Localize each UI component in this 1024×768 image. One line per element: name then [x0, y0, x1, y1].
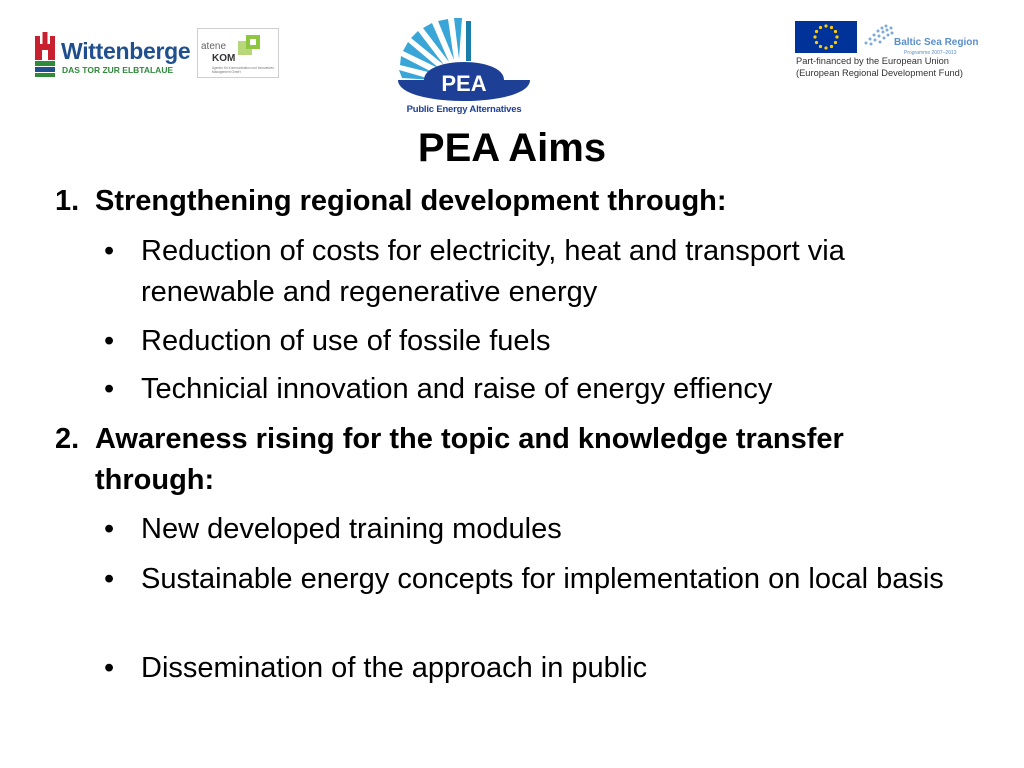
eu-baltic-sea-logo: [794, 21, 988, 81]
bullet-glyph: •: [104, 235, 115, 267]
bullet-text: Reduction of use of fossile fuels: [141, 325, 551, 357]
atene-subtext: Agentur für Kommunikation und Innovatives Management GmbH: [212, 66, 274, 74]
pea-emblem-icon: [396, 18, 532, 108]
bullet-item: [102, 559, 982, 600]
wittenberge-crest-icon: [34, 32, 56, 78]
pea-abbr: PEA: [441, 71, 487, 96]
baltic-dots-icon: [862, 23, 898, 49]
bullet-text: Sustainable energy concepts for implementation on local basis: [141, 563, 944, 595]
bullet-item: [102, 369, 982, 410]
wittenberge-logo: [34, 30, 191, 80]
bullet-item: [102, 231, 982, 313]
aim-heading-2: [55, 419, 895, 501]
bullet-glyph: •: [104, 325, 115, 357]
bullet-text: New developed training modules: [141, 513, 562, 545]
aim-heading-1: [55, 181, 895, 222]
bullet-glyph: •: [104, 563, 115, 595]
slide-title: PEA Aims: [417, 126, 607, 170]
bullet-item: [102, 509, 982, 550]
bullet-item: [102, 321, 982, 362]
eu-flag-icon: [795, 21, 857, 53]
kom-word: KOM: [212, 53, 236, 64]
wittenberge-name: Wittenberge: [61, 38, 191, 64]
bullet-text: Dissemination of the approach in public: [141, 652, 648, 684]
atene-word: atene: [201, 41, 227, 52]
wittenberge-tagline: DAS TOR ZUR ELBTALAUE: [62, 65, 174, 75]
bullet-text: Technicial innovation and raise of energy effiency: [141, 373, 773, 405]
bullet-glyph: •: [104, 652, 115, 684]
funding-line-1: Part-financed by the European Union: [796, 56, 949, 66]
bullet-glyph: •: [104, 513, 115, 545]
aim-number: 1.: [55, 185, 80, 217]
program-name: Baltic Sea Region: [894, 37, 979, 48]
program-period: Programme 2007–2013: [904, 50, 957, 56]
aim-heading-text: Strengthening regional development through:: [95, 185, 727, 217]
bullet-item: [102, 648, 982, 689]
aim-heading-text: Awareness rising for the topic and knowledge transfer through:: [95, 423, 844, 496]
funding-line-2: (European Regional Development Fund): [796, 68, 963, 78]
atene-squares-icon: [238, 35, 262, 59]
pea-logo: [396, 18, 532, 118]
aim-number: 2.: [55, 423, 80, 455]
atene-kom-logo: [197, 28, 279, 78]
bullet-text: Reduction of costs for electricity, heat and transport via renewable and regenerative energy: [141, 235, 845, 308]
pea-subtitle: Public Energy Alternatives: [406, 104, 522, 115]
bullet-glyph: •: [104, 373, 115, 405]
